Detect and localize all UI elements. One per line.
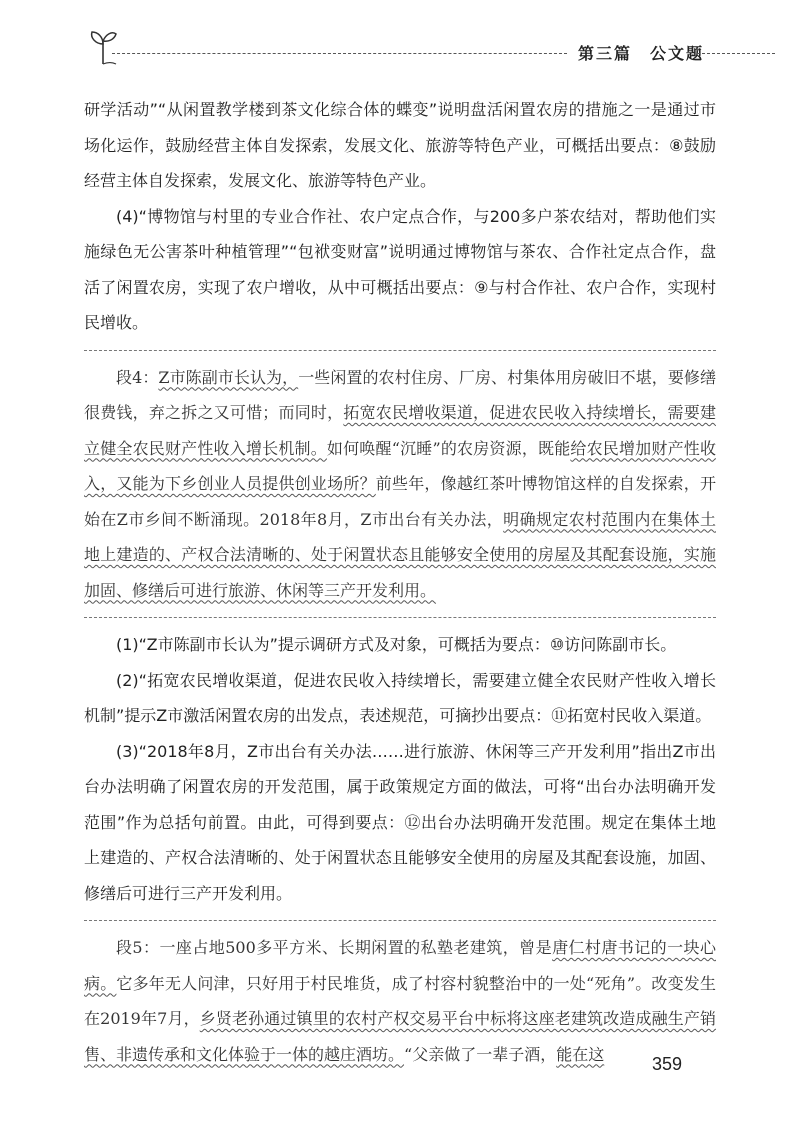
source-text: “父亲做了一辈子酒， bbox=[404, 1044, 557, 1064]
underlined-text: 唐仁村唐书记的一块心病。 bbox=[84, 938, 716, 993]
sprout-icon bbox=[86, 28, 120, 70]
analysis-paragraph: 研学活动”“从闲置教学楼到茶文化综合体的蝶变”说明盘活闲置农房的措施之一是通过市场化运作，鼓励经营主体自发探索，发展文化、旅游等特色产业，可概括出要点：⑧鼓励经营主体自发探索，发展文化、旅游等特色产业。 bbox=[84, 100, 716, 190]
page-number: 359 bbox=[652, 1054, 683, 1074]
analysis-item: (3)“2018年8月，Z市出台有关办法……进行旅游、休闲等三产开发利用”指出Z市出台办法明确了闲置农房的开发范围，属于政策规定方面的做法，可将“出台办法明确开发范围”作为总括句前置。由此，可得到要点：⑫出台办法明确开发范围。规定在集体土地上建造的、产权合法清晰的、处于闲置状态且能够安全使用的房屋及其配套设施，加固、修缮后可进行三产开发利用。 bbox=[84, 741, 716, 903]
source-text: 一些闲置的农村住房、厂房、村集体用房破旧不堪，要修缮很费钱，弃之拆之又可惜；而同时， bbox=[84, 367, 716, 422]
underlined-text: 拓宽农民增收渠道，促进农民收入持续增长，需要建立健全农民财产性收入增长机制。 bbox=[84, 403, 716, 458]
section-divider bbox=[84, 350, 716, 351]
analysis-item: (2)“拓宽农民增收渠道，促进农民收入持续增长，需要建立健全农民财产性收入增长机制”提示Z市激活闲置农房的出发点，表述规范，可摘抄出要点：⑪拓宽村民收入渠道。 bbox=[84, 670, 716, 725]
analysis-paragraph: (4)“博物馆与村里的专业合作社、农户定点合作，与200多户茶农结对，帮助他们实施绿色无公害茶叶种植管理”“包袱变财富”说明通过博物馆与茶农、合作社定点合作，盘活了闲置农房，实现了农户增收，从中可概括出要点：⑨与村合作社、农户合作，实现村民增收。 bbox=[84, 206, 716, 332]
source-paragraph-4 bbox=[84, 360, 716, 609]
source-label: 段4： bbox=[116, 367, 159, 387]
section-title: 第三篇 公文题 bbox=[578, 44, 705, 63]
page-header bbox=[0, 28, 800, 68]
header-rule-right bbox=[697, 53, 775, 54]
section-divider bbox=[84, 617, 716, 618]
section-divider bbox=[84, 920, 716, 921]
source-text: 段5：一座占地500多平方米、长期闲置的私塾老建筑，曾是 bbox=[116, 938, 553, 957]
underlined-text: Z市陈副市长认为， bbox=[158, 367, 299, 387]
underlined-text: 给农民增加财产性收入，又能为下乡创业人员提供创业场所？ bbox=[84, 438, 716, 493]
analysis-item: (1)“Z市陈副市长认为”提示调研方式及对象，可概括为要点：⑩访问陈副市长。 bbox=[116, 635, 677, 654]
source-text: 前些年，像越红茶叶博物馆这样的自发探索，开始在Z市乡间不断涌现。2018年8月，Z市出台有关办法， bbox=[84, 474, 716, 529]
underlined-text: 乡贤老孙通过镇里的农村产权交易平台中标将这座老建筑改造成融生产销售、非遗传承和文化体验于一体的越庄酒坊。 bbox=[84, 1009, 716, 1064]
underlined-text: 明确规定农村范围内在集体土地上建造的、产权合法清晰的、处于闲置状态且能够安全使用的房屋及其配套设施，实施加固、修缮后可进行旅游、休闲等三产开发利用。 bbox=[84, 509, 716, 600]
underlined-text: 能在这 bbox=[556, 1044, 605, 1064]
header-rule-left bbox=[112, 53, 567, 54]
page-content bbox=[84, 92, 716, 1072]
source-text: 如何唤醒“沉睡”的农房资源，既能 bbox=[326, 438, 571, 458]
source-text: 它多年无人问津，只好用于村民堆货，成了村容村貌整治中的一处“死角”。改变发生在2019年7月， bbox=[84, 973, 716, 1028]
source-paragraph-5 bbox=[84, 930, 716, 1072]
